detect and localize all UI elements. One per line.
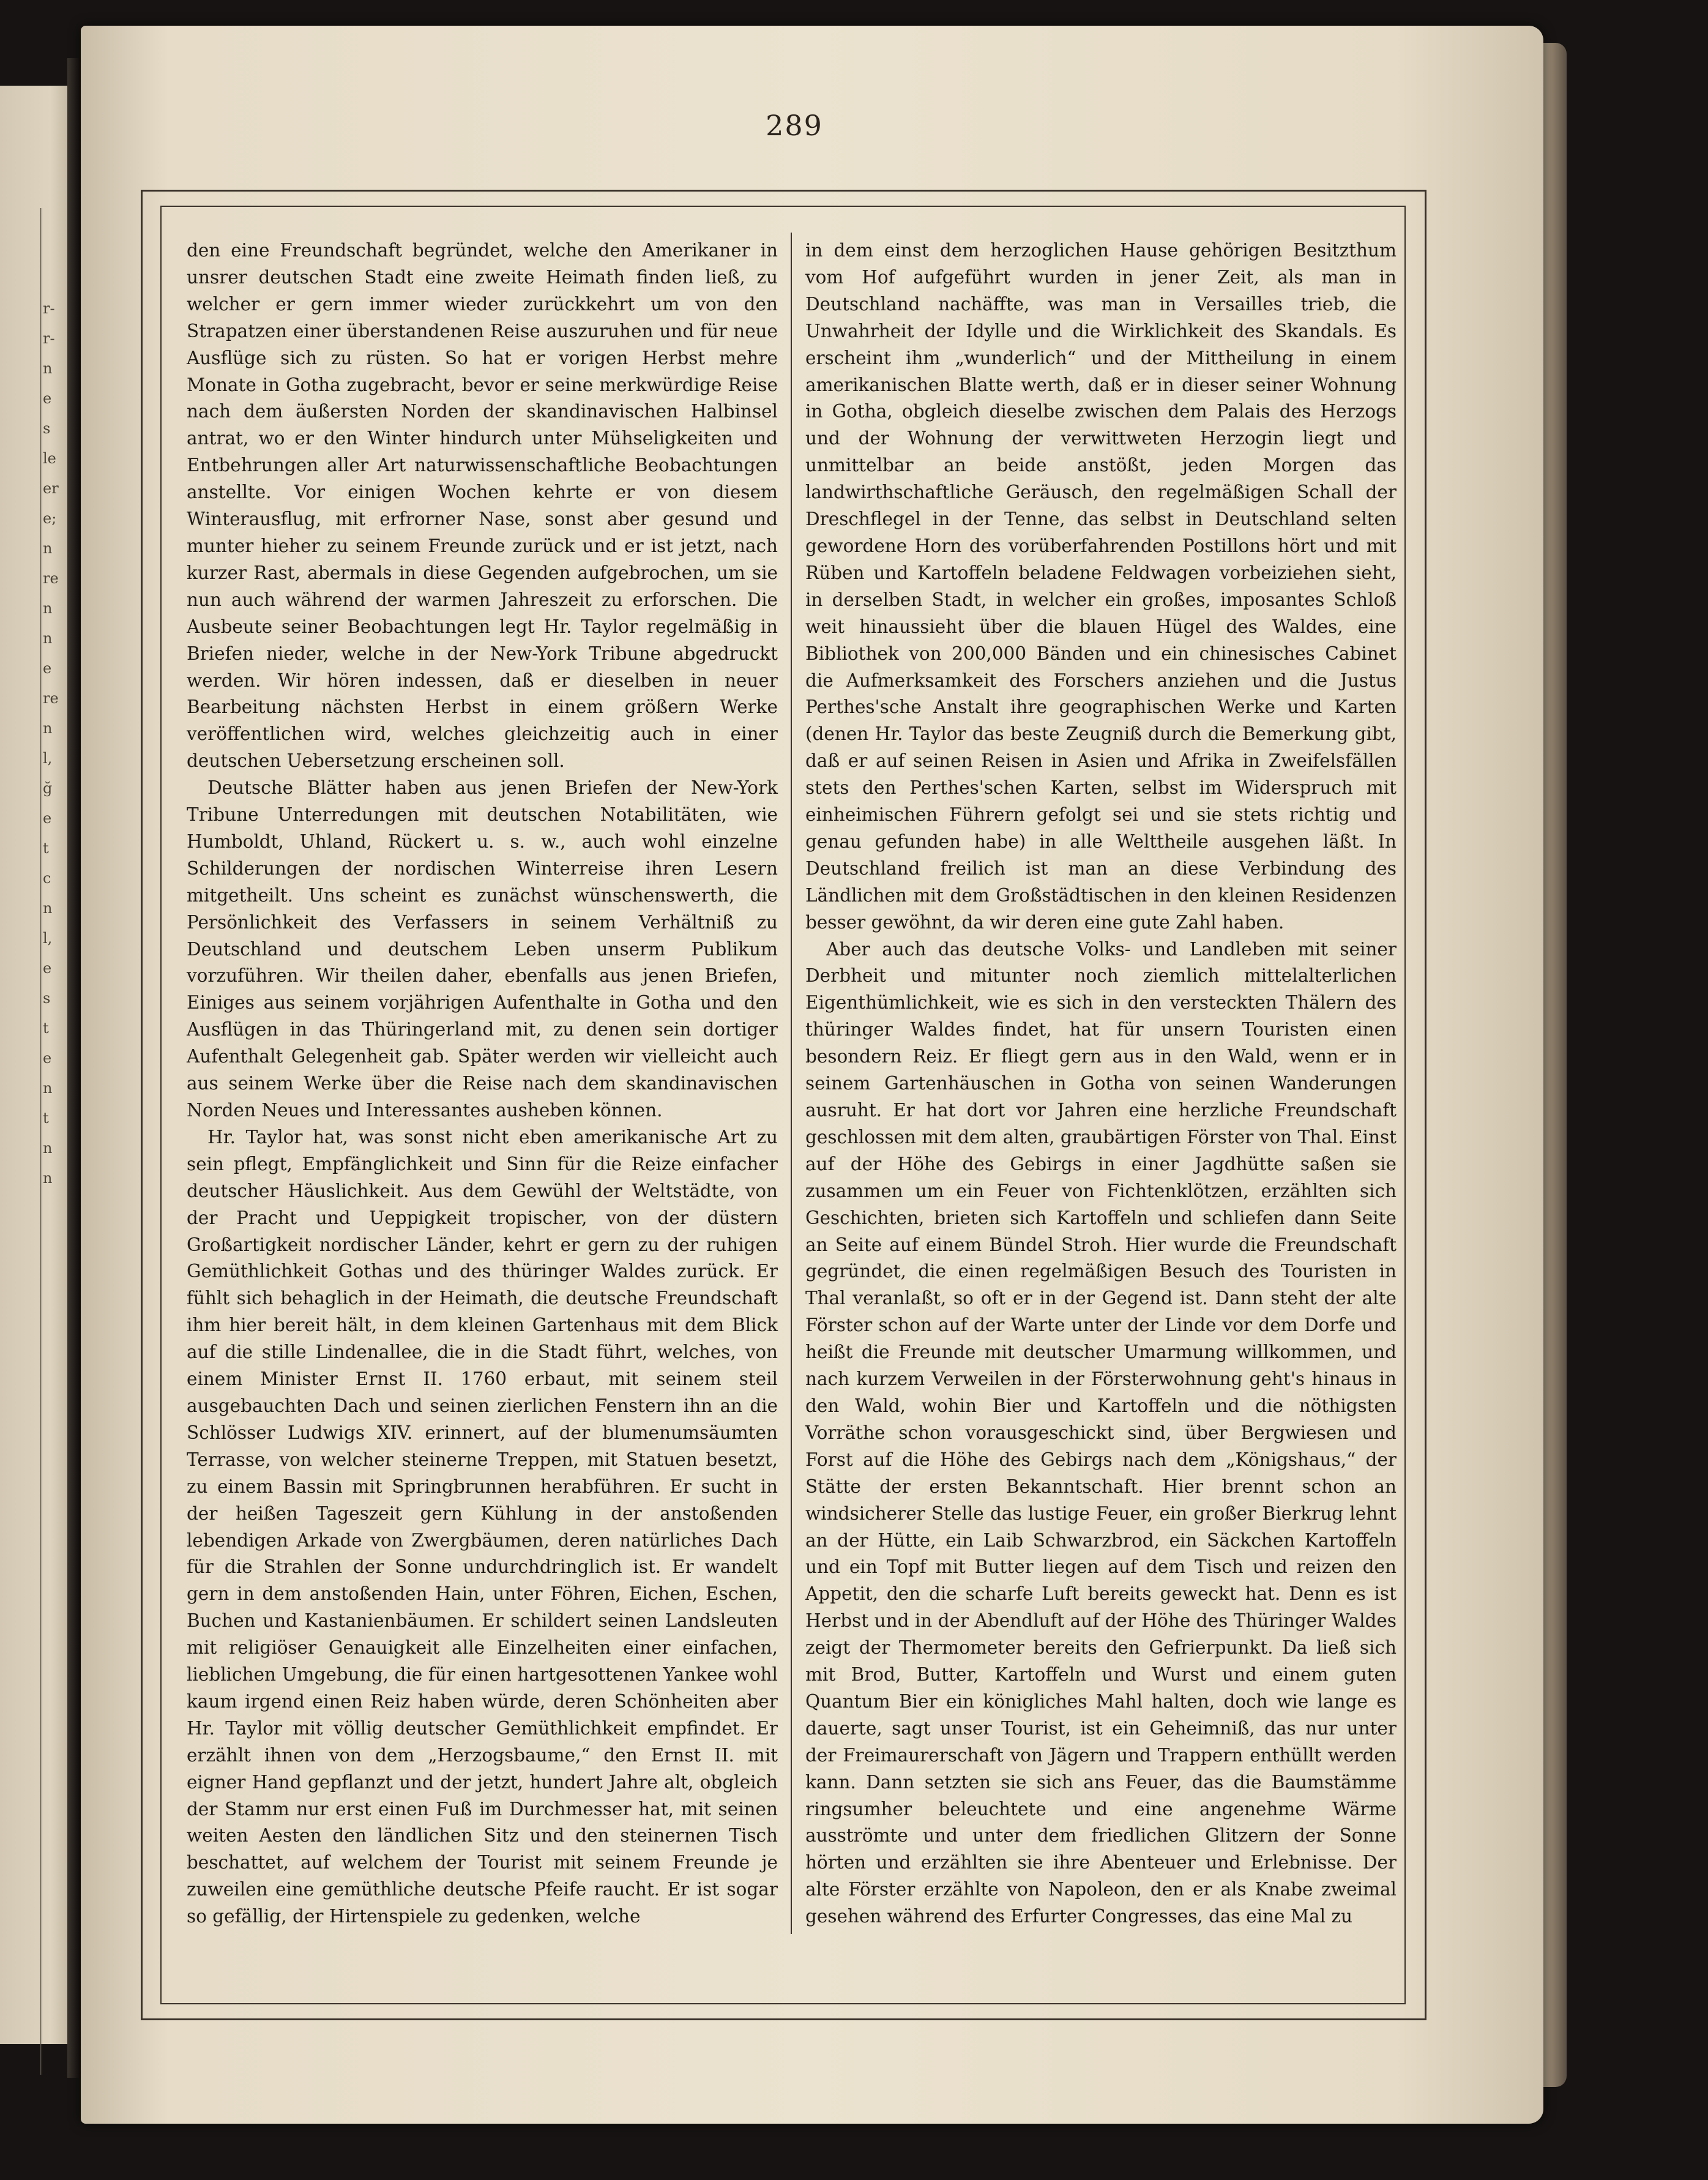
previous-page-line-end: n bbox=[43, 1080, 53, 1097]
previous-page-frame bbox=[5, 208, 42, 2075]
previous-page-line-end: s bbox=[43, 420, 51, 437]
previous-page-line-end: n bbox=[43, 540, 53, 557]
previous-page-edge bbox=[0, 86, 72, 2044]
previous-page-line-end: n bbox=[43, 1140, 53, 1157]
previous-page-line-end: n bbox=[43, 630, 53, 647]
previous-page-line-end: r- bbox=[43, 330, 55, 347]
previous-page-line-end: t bbox=[43, 840, 49, 857]
previous-page-line-end: n bbox=[43, 900, 53, 917]
left-column bbox=[187, 237, 778, 1930]
previous-page-line-end: l, bbox=[43, 750, 53, 767]
previous-page-line-end: e; bbox=[43, 510, 57, 527]
previous-page-line-end: l, bbox=[43, 930, 53, 947]
previous-page-line-end: n bbox=[43, 1170, 53, 1187]
previous-page-line-end: e bbox=[43, 390, 52, 407]
previous-page-line-end: e bbox=[43, 660, 52, 677]
column-divider bbox=[791, 233, 792, 1934]
previous-page-line-end: n bbox=[43, 600, 53, 617]
previous-page-line-end: n bbox=[43, 360, 53, 377]
paragraph: in dem einst dem herzoglichen Hause gehörigen Besitzthum vom Hof aufgeführt wurden in jener Zeit, als man in Deutschland nachäffte, was man in Versailles trieb, die Unwahrheit der Idylle und die Wirklichkeit des Skandals. Es erscheint ihm „wunderlich“ und der Mittheilung in einem amerikanischen Blatte werth, daß er in dieser seiner Wohnung in Gotha, obgleich dieselbe zwischen dem Palais des Herzogs und der Wohnung der verwittweten Herzogin liegt und unmittelbar an beide anstößt, jeden Morgen das landwirthschaftliche Geräusch, den regelmäßigen Schall der Dreschflegel in der Tenne, das selbst in Deutschland selten gewordene Horn des vorüberfahrenden Postillons hört und mit Rüben und Kartoffeln beladene Feldwagen vorbeiziehen sieht, in derselben Stadt, in welcher ein großes, imposantes Schloß weit hinaussieht über die blauen Hügel des Waldes, eine Bibliothek von 200,000 Bänden und ein chinesisches Cabinet die Aufmerksamkeit des Forschers anziehen und die Justus Perthes'sche Anstalt ihre geographischen Werke und Karten (denen Hr. Taylor das beste Zeugniß durch die Bemerkung gibt, daß er auf seinen Reisen in Asien und Afrika in Zweifelsfällen stets den Perthes'schen Karten, selbst im Widerspruch mit einheimischen Führern gefolgt sei und sie stets richtig und genau gefunden habe) in alle Welttheile ausgehen läßt. In Deutschland freilich ist man an diese Verbindung des Ländlichen mit dem Großstädtischen in den kleinen Residenzen besser gewöhnt, da wir deren eine gute Zahl haben. bbox=[805, 240, 1397, 933]
previous-page-line-end: e bbox=[43, 1050, 52, 1067]
paragraph: Deutsche Blätter haben aus jenen Briefen der New-York Tribune Unterredungen mit deutschen Notabilitäten, wie Humboldt, Uhland, Rückert u. s. w., auch wohl einzelne Schilderungen der nordischen Winterreise ihren Lesern mitgetheilt. Uns scheint es zunächst wünschenswerth, die Persönlichkeit des Verfassers in seinem Verhältniß zu Deutschland und deutschem Leben unserm Publikum vorzuführen. Wir theilen daher, ebenfalls aus jenen Briefen, Einiges aus seinem vorjährigen Aufenthalte in Gotha und den Ausflügen in das Thüringerland mit, zu denen sein dortiger Aufenthalt Gelegenheit gab. Später werden wir vielleicht auch aus seinem Werke über die Reise nach dem skandinavischen Norden Neues und Interessantes ausheben können. bbox=[187, 777, 778, 1121]
previous-page-line-end: ğ bbox=[43, 780, 53, 797]
paragraph: den eine Freundschaft begründet, welche den Amerikaner in unsrer deutschen Stadt eine zweite Heimath finden ließ, zu welcher er gern immer wieder zurückkehrt um von den Strapatzen einer überstandenen Reise auszuruhen und für neue Ausflüge sich zu rüsten. So hat er vorigen Herbst mehre Monate in Gotha zugebracht, bevor er seine merkwürdige Reise nach dem äußersten Norden der skandinavischen Halbinsel antrat, wo er den Winter hindurch unter Mühseligkeiten und Entbehrungen aller Art naturwissenschaftliche Beobachtungen anstellte. Vor einigen Wochen kehrte er von diesem Winterausflug, mit erfrorner Nase, sonst aber gesund und munter hieher zu seinem Freunde zurück und er ist jetzt, nach kurzer Rast, abermals in diese Gegenden aufgebrochen, um sie nun auch während der warmen Jahreszeit zu erforschen. Die Ausbeute seiner Beobachtungen legt Hr. Taylor regelmäßig in Briefen nieder, welche in der New-York Tribune abgedruckt werden. Wir hören indessen, daß er dieselben in neuer Bearbeitung nächsten Herbst in einem größern Werke veröffentlichen wird, welches gleichzeitig auch in einer deutschen Uebersetzung erscheinen soll. bbox=[187, 240, 778, 772]
previous-page-line-end: e bbox=[43, 810, 52, 827]
previous-page-line-end: r- bbox=[43, 300, 55, 317]
paragraph: Hr. Taylor hat, was sonst nicht eben amerikanische Art zu sein pflegt, Empfänglichkeit und Sinn für die Reize einfacher deutscher Häuslichkeit. Aus dem Gewühl der Weltstädte, von der Pracht und Ueppigkeit tropischer, von der düstern Großartigkeit nordischer Länder, kehrt er gern zu der ruhigen Gemüthlichkeit Gothas und des thüringer Waldes zurück. Er fühlt sich behaglich in der Heimath, die deutsche Freundschaft ihm hier bereit hält, in dem kleinen Gartenhaus mit dem Blick auf die stille Lindenallee, die in die Stadt führt, welches, von einem Minister Ernst II. 1760 erbaut, mit seinem steil ausgebauchten Dach und seinen zierlichen Fenstern ihn an die Schlösser Ludwigs XIV. erinnert, auf der blumenumsäumten Terrasse, von welcher steinerne Treppen, mit Statuen besetzt, zu einem Bassin mit Springbrunnen herabführen. Er sucht in der heißen Tageszeit gern Kühlung in der anstoßenden lebendigen Arkade von Zwergbäumen, deren natürliches Dach für die Strahlen der Sonne undurchdringlich ist. Er wandelt gern in dem anstoßenden Hain, unter Föhren, Eichen, Eschen, Buchen und Kastanienbäumen. Er schildert seinen Landsleuten mit religiöser Genauigkeit alle Einzelheiten einer einfachen, lieblichen Umgebung, die für einen hartgesottenen Yankee wohl kaum irgend einen Reiz haben würde, deren Schönheiten aber Hr. Taylor mit völlig deutscher Gemüthlichkeit empfindet. Er erzählt ihnen von dem „Herzogsbaume,“ den Ernst II. mit eigner Hand gepflanzt und der jetzt, hundert Jahre alt, obgleich der Stamm nur erst einen Fuß im Durchmesser hat, mit seinen weiten Aesten den ländlichen Sitz und den steinernen Tisch beschattet, auf welchem der Tourist mit seinem Freunde je zuweilen eine gemüthliche deutsche Pfeife raucht. Er ist sogar so gefällig, der Hirtenspiele zu gedenken, welche bbox=[187, 1126, 778, 1927]
previous-page-line-end: re bbox=[43, 690, 59, 707]
right-column bbox=[805, 237, 1397, 1930]
previous-page-line-ends bbox=[43, 294, 67, 1193]
previous-page-line-end: t bbox=[43, 1020, 49, 1037]
previous-page-line-end: t bbox=[43, 1110, 49, 1127]
previous-page-line-end: n bbox=[43, 720, 53, 737]
previous-page-line-end: c bbox=[43, 870, 51, 887]
page-number: 289 bbox=[766, 109, 823, 142]
previous-page-line-end: e bbox=[43, 960, 52, 977]
previous-page-line-end: re bbox=[43, 570, 59, 587]
paragraph: Aber auch das deutsche Volks- und Landleben mit seiner Derbheit und mitunter noch ziemlich mittelalterlichen Eigenthümlichkeit, wie es sich in den versteckten Thälern des thüringer Waldes findet, hat für unsern Touristen einen besondern Reiz. Er fliegt gern aus in den Wald, wenn er in seinem Gartenhäuschen in Gotha von seinen Wanderungen ausruht. Er hat dort vor Jahren eine herzliche Freundschaft geschlossen mit dem alten, graubärtigen Förster von Thal. Einst auf der Höhe des Gebirgs in einer Jagdhütte saßen sie zusammen um ein Feuer von Fichtenklötzen, erzählten sich Geschichten, brieten sich Kartoffeln und schliefen dann Seite an Seite auf einem Bündel Stroh. Hier wurde die Freundschaft gegründet, die einen regelmäßigen Besuch des Touristen in Thal veranlaßt, so oft er in der Gegend ist. Dann steht der alte Förster schon auf der Warte unter der Linde vor dem Dorfe und heißt die Freunde mit deutscher Umarmung willkommen, und nach kurzem Verweilen in der Försterwohnung geht's hinaus in den Wald, wohin Bier und Kartoffeln und die nöthigsten Vorräthe schon vorausgeschickt sind, über Bergwiesen und Forst auf die Höhe des Gebirgs nach dem „Königshaus,“ der Stätte der ersten Bekanntschaft. Hier brennt schon an windsicherer Stelle das lustige Feuer, ein großer Bierkrug lehnt an der Hütte, ein Laib Schwarzbrod, ein Säckchen Kartoffeln und ein Topf mit Butter liegen auf dem Tisch und reizen den Appetit, den die scharfe Luft bereits geweckt hat. Denn es ist Herbst und in der Abendluft auf der Höhe des Thüringer Waldes zeigt der Thermometer bereits den Gefrierpunkt. Da ließ sich mit Brod, Butter, Kartoffeln und Wurst und einem guten Quantum Bier ein königliches Mahl halten, doch wie lange es dauerte, sagt unser Tourist, ist ein Geheimniß, das nur unter der Freimaurerschaft von Jägern und Trappern enthüllt werden kann. Dann setzten sie sich ans Feuer, das die Baumstämme ringsumher beleuchtete und eine angenehme Wärme ausströmte und unter dem friedlichen Glitzern der Sonne hörten und erzählten sie ihre Abenteuer und Erlebnisse. Der alte Förster erzählte von Napoleon, den er als Knabe zweimal gesehen während des Erfurter Congresses, das eine Mal zu bbox=[805, 938, 1397, 1927]
previous-page-line-end: s bbox=[43, 990, 51, 1007]
previous-page-line-end: le bbox=[43, 450, 56, 467]
previous-page-line-end: er bbox=[43, 480, 59, 497]
